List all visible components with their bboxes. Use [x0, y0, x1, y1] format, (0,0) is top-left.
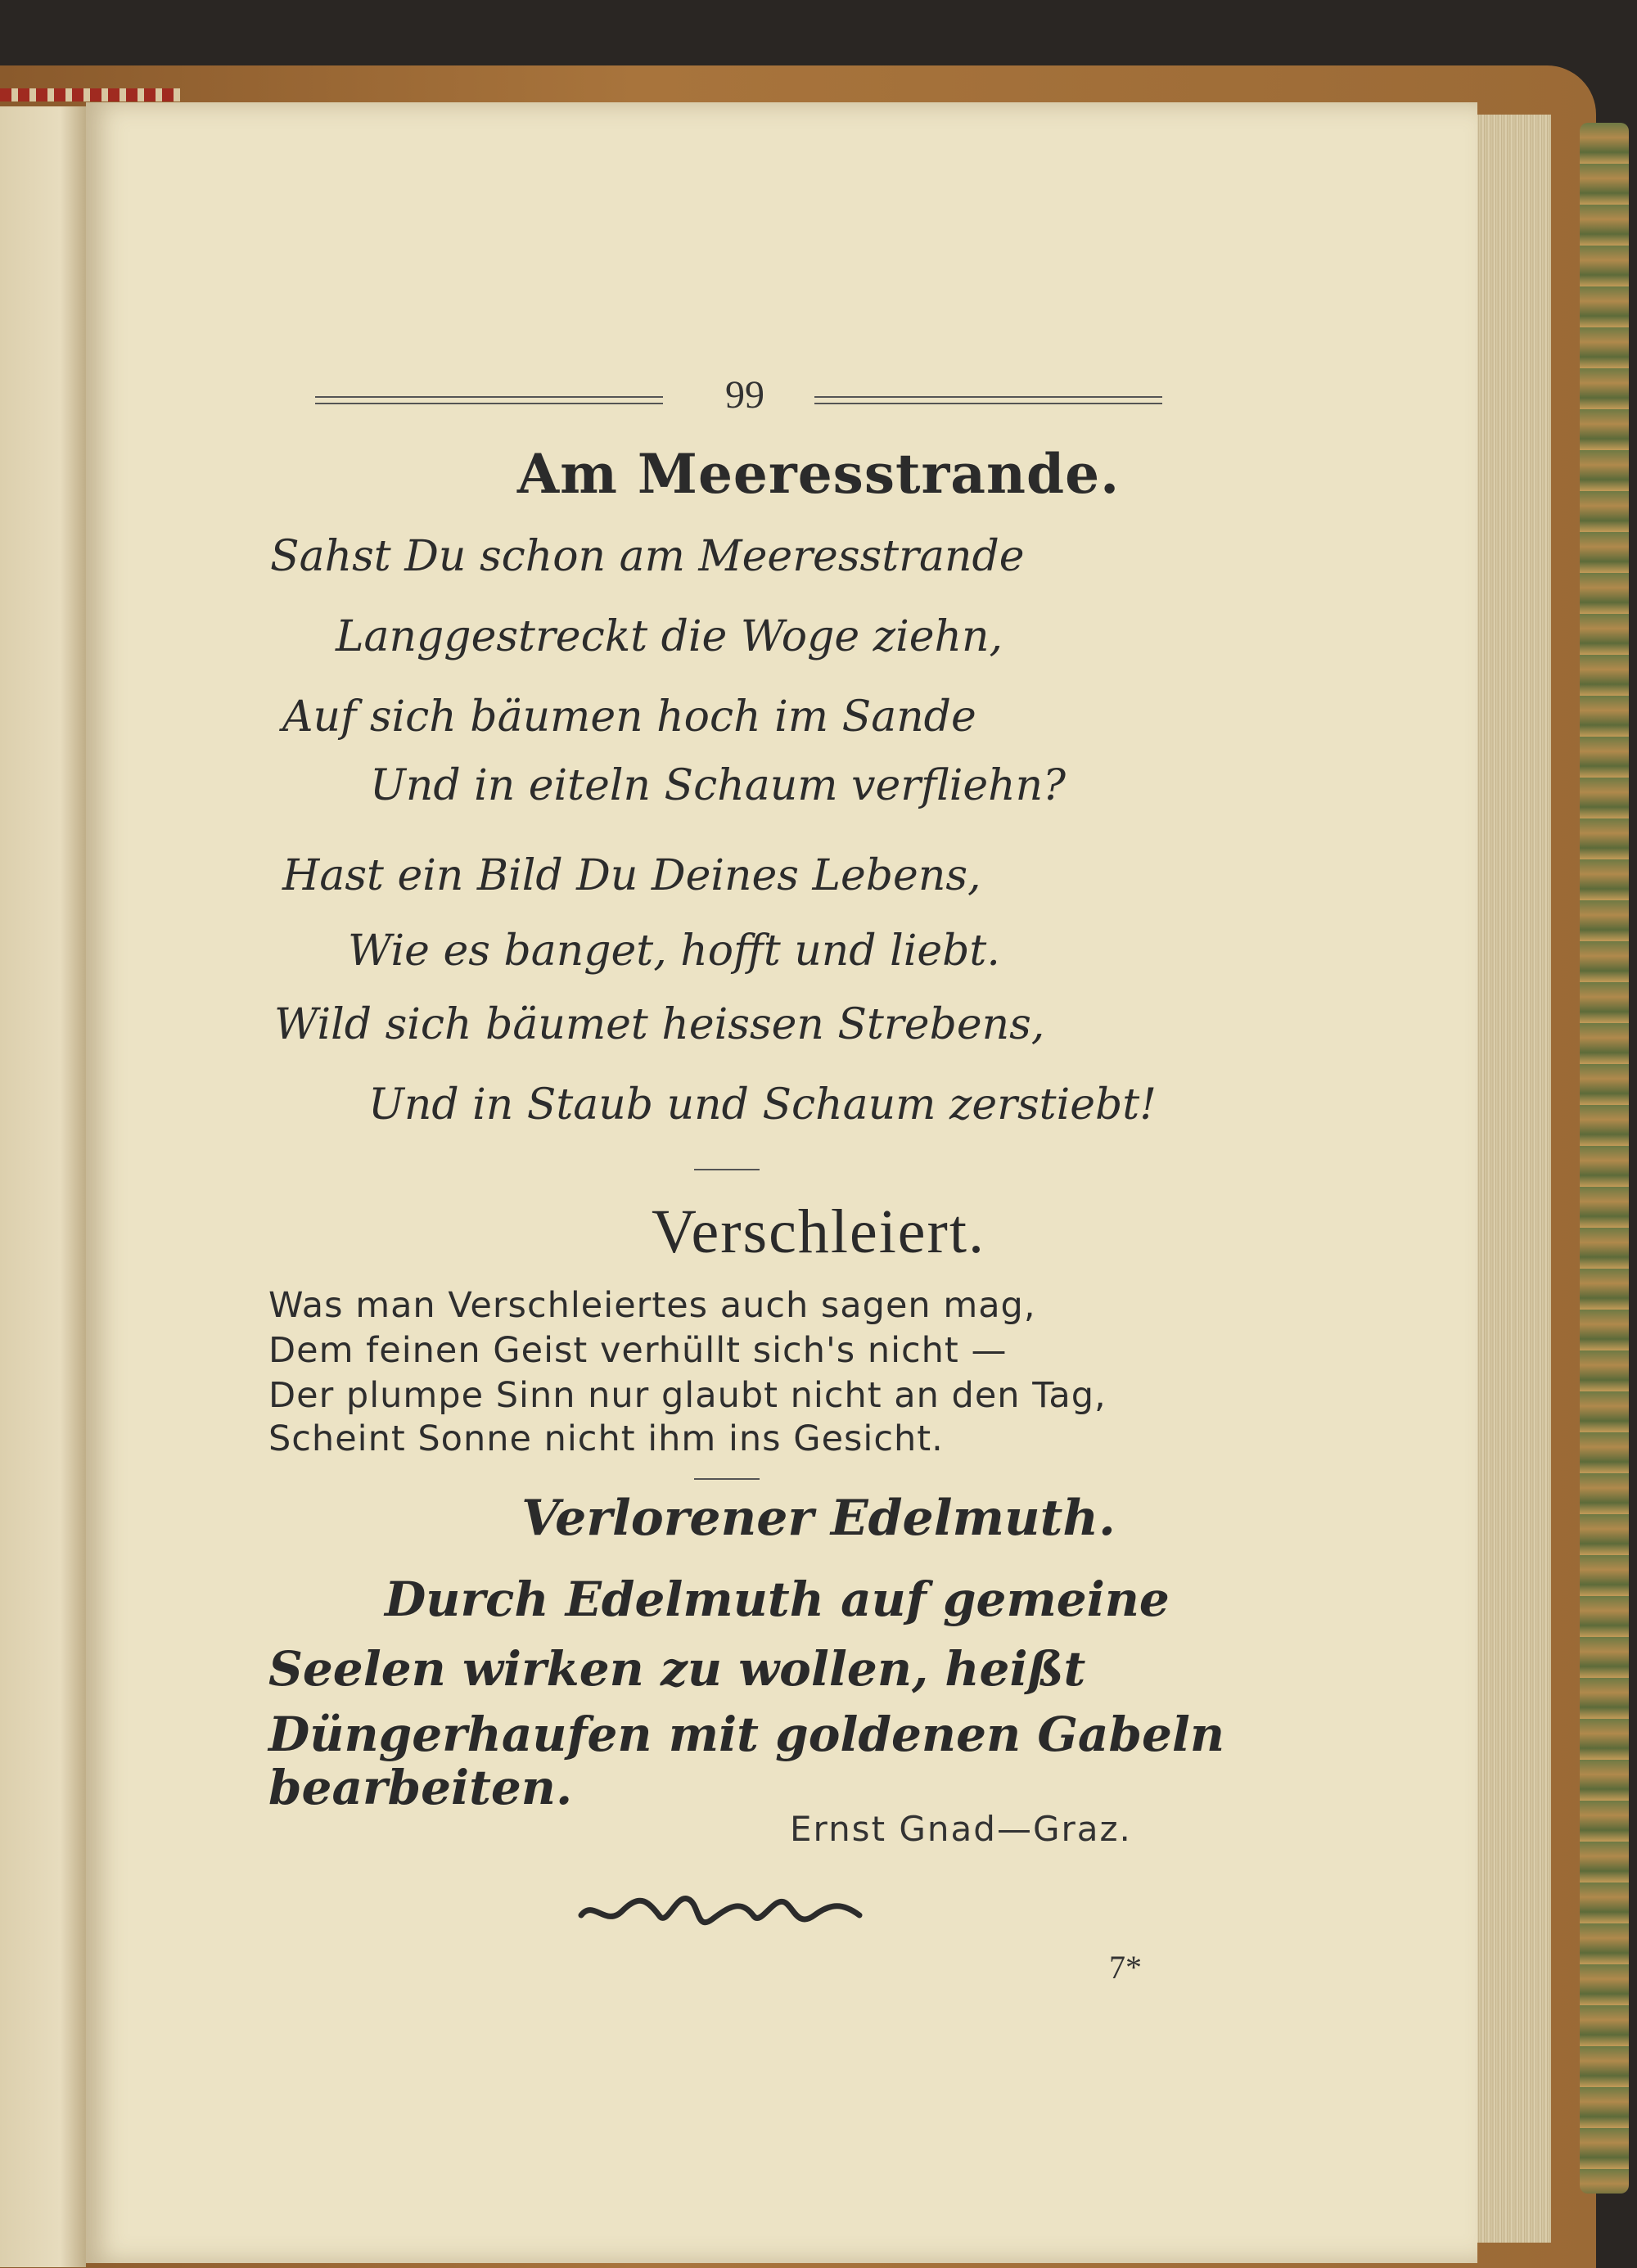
- poem-line: Langgestreckt die Woge ziehn,: [336, 612, 1003, 661]
- poem-line: Düngerhaufen mit goldenen Gabeln: [268, 1707, 1225, 1762]
- poem-line: Scheint Sonne nicht ihm ins Gesicht.: [268, 1418, 944, 1459]
- poem-line: Was man Verschleiertes auch sagen mag,: [268, 1285, 1036, 1326]
- poem-line: Wie es banget, hofft und liebt.: [348, 927, 1000, 976]
- cover-spine-edge: [1580, 123, 1629, 2194]
- author-credit: Ernst Gnad—Graz.: [790, 1809, 1132, 1849]
- poem-line: Wild sich bäumet heissen Strebens,: [274, 1000, 1045, 1049]
- section-divider: [694, 1169, 760, 1170]
- section-divider: [694, 1478, 760, 1480]
- signature-mark: 7*: [1109, 1949, 1142, 1986]
- swash-ornament-icon: [577, 1882, 864, 1940]
- poem-title-verlorener-edelmuth: Verlorener Edelmuth.: [521, 1490, 1116, 1547]
- header-rule-left: [315, 396, 663, 404]
- page-edges: [1473, 115, 1551, 2243]
- poem-line: bearbeiten.: [268, 1760, 573, 1815]
- poem-line: Durch Edelmuth auf gemeine: [385, 1571, 1170, 1627]
- poem-line: Hast ein Bild Du Deines Lebens,: [282, 851, 981, 900]
- poem-line: Der plumpe Sinn nur glaubt nicht an den Tag,: [268, 1375, 1107, 1416]
- poem-line: Seelen wirken zu wollen, heißt: [268, 1641, 1086, 1697]
- left-page-edge: [0, 106, 86, 2267]
- header-rule-right: [814, 396, 1162, 404]
- poem-line: Und in Staub und Schaum zerstiebt!: [368, 1080, 1157, 1129]
- poem-line: Dem feinen Geist verhüllt sich's nicht —: [268, 1330, 1008, 1371]
- poem-title-verschleiert: Verschleiert.: [652, 1197, 985, 1266]
- poem-title-am-meeresstrande: Am Meeresstrande.: [516, 442, 1121, 506]
- poem-line: Und in eiteln Schaum verfliehn?: [370, 761, 1067, 810]
- page-number: 99: [725, 373, 764, 417]
- poem-line: Sahst Du schon am Meeresstrande: [270, 532, 1025, 581]
- poem-line: Auf sich bäumen hoch im Sande: [282, 692, 976, 742]
- bookmark-thread: [0, 88, 180, 101]
